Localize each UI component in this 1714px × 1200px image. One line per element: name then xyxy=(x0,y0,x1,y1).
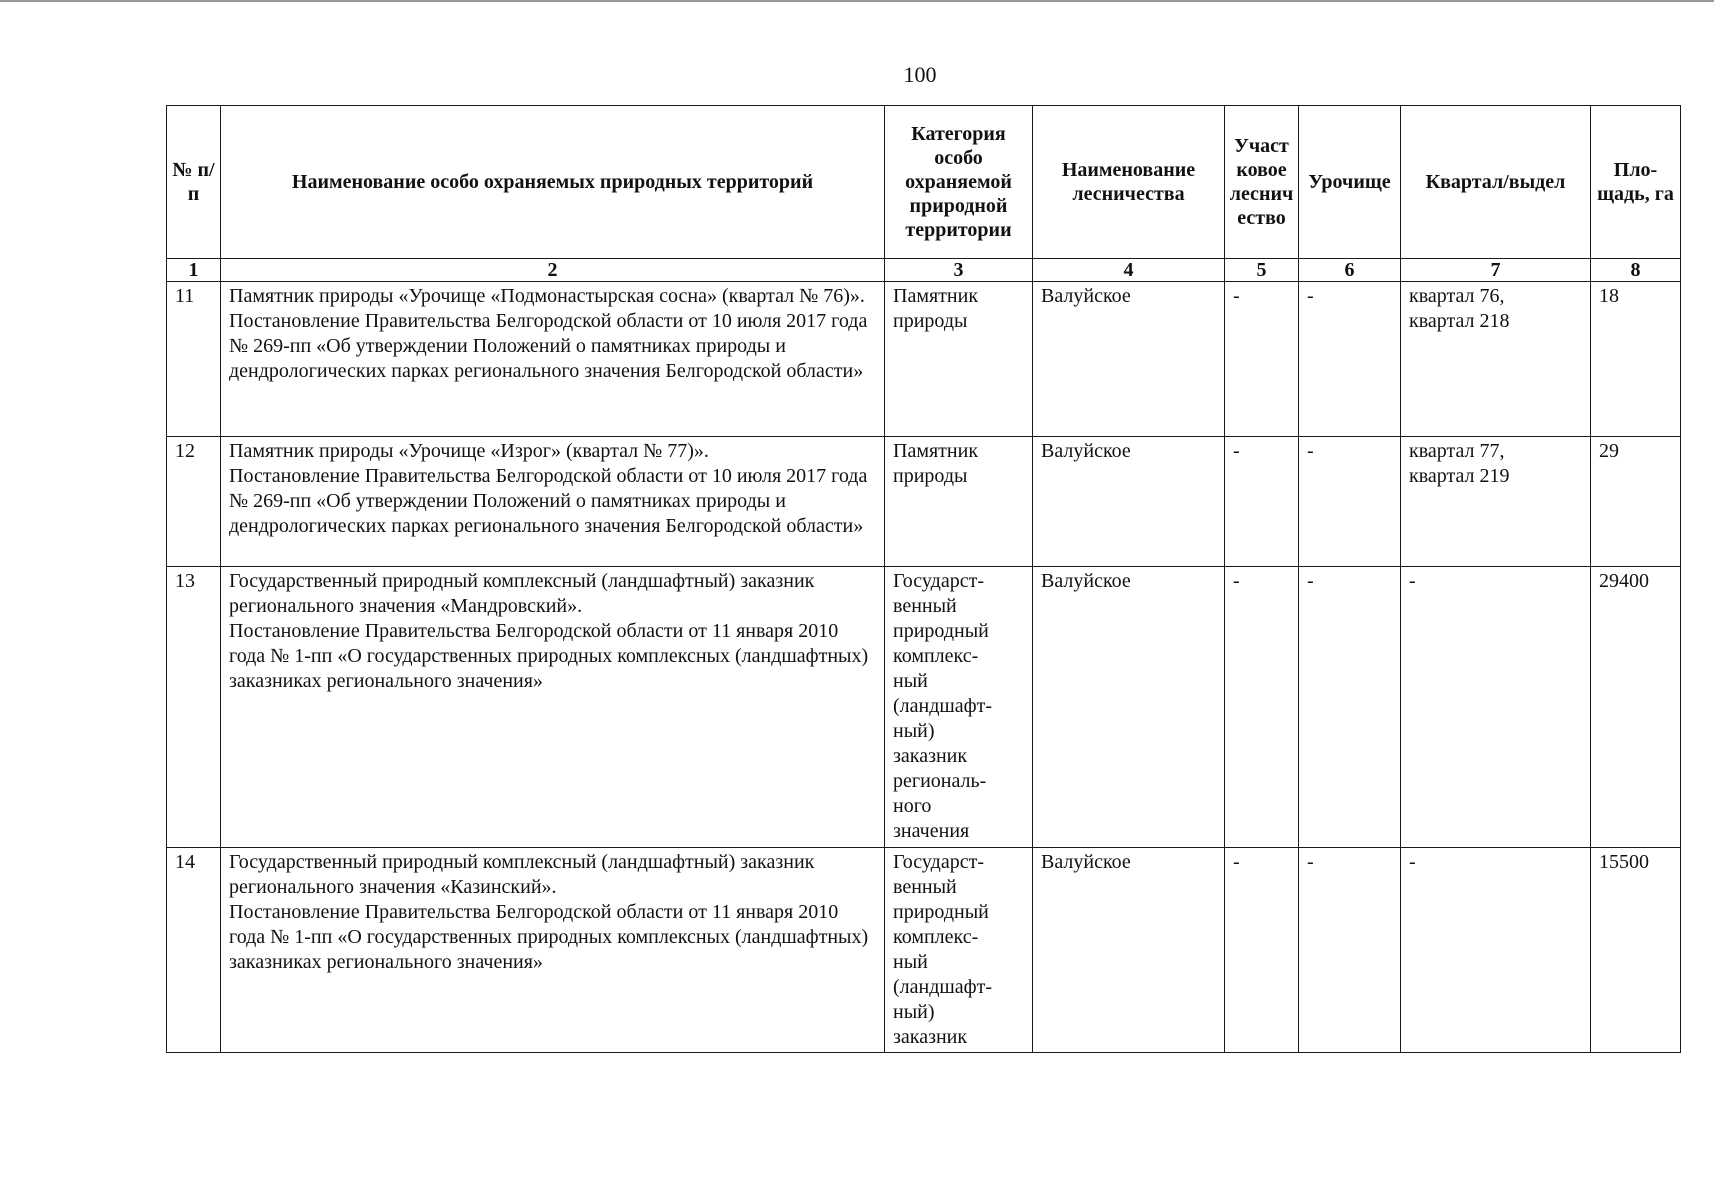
table-row xyxy=(167,282,1681,437)
column-number: 5 xyxy=(1225,259,1299,282)
area-size-cell: 29400 xyxy=(1591,567,1681,848)
quarter-cell: - xyxy=(1401,848,1591,1053)
area-name-cell: Памятник природы «Урочище «Подмонастырская сосна» (квартал № 76)». Постановление Правительства Белгородской области от 10 июля 2017 года № 269-пп «Об утверждении Положений о памятниках природы и дендрологических парках регионального значения Белгородской области» xyxy=(221,282,885,437)
forestry-cell: Валуйское xyxy=(1033,282,1225,437)
district-forestry-cell: - xyxy=(1225,437,1299,567)
category-cell: Государст- венный природный комплекс- ный (ландшафт- ный) заказник xyxy=(885,848,1033,1053)
tract-cell: - xyxy=(1299,282,1401,437)
area-name-cell: Памятник природы «Урочище «Изрог» (квартал № 77)». Постановление Правительства Белгородской области от 10 июля 2017 года № 269-пп «Об утверждении Положений о памятниках природы и дендрологических парках регионального значения Белгородской области» xyxy=(221,437,885,567)
column-number: 1 xyxy=(167,259,221,282)
tract-cell: - xyxy=(1299,437,1401,567)
header-district-forestry: Участковое лесничество xyxy=(1225,106,1299,259)
area-name-cell: Государственный природный комплексный (ландшафтный) заказник регионального значения «Мандровский». Постановление Правительства Белгородской области от 11 января 2010 года № 1-пп «О государственных природных комплексных (ландшафтных) заказниках регионального значения» xyxy=(221,567,885,848)
area-size-cell: 15500 xyxy=(1591,848,1681,1053)
district-forestry-cell: - xyxy=(1225,567,1299,848)
table-row xyxy=(167,437,1681,567)
header-forestry: Наименование лесничества xyxy=(1033,106,1225,259)
tract-cell: - xyxy=(1299,567,1401,848)
scan-top-edge xyxy=(0,0,1714,2)
header-quarter: Квартал/выдел xyxy=(1401,106,1591,259)
area-size-cell: 18 xyxy=(1591,282,1681,437)
forestry-cell: Валуйское xyxy=(1033,567,1225,848)
forestry-cell: Валуйское xyxy=(1033,437,1225,567)
quarter-cell: квартал 76, квартал 218 xyxy=(1401,282,1591,437)
area-size-cell: 29 xyxy=(1591,437,1681,567)
header-number: № п/п xyxy=(167,106,221,259)
table-row xyxy=(167,567,1681,848)
column-number-row xyxy=(167,259,1681,282)
quarter-cell: квартал 77, квартал 219 xyxy=(1401,437,1591,567)
column-number: 8 xyxy=(1591,259,1681,282)
category-cell: Памятник природы xyxy=(885,437,1033,567)
page-number: 100 xyxy=(903,62,937,87)
category-cell: Государст- венный природный комплекс- ный (ландшафт- ный) заказник региональ- ного значения xyxy=(885,567,1033,848)
column-number: 3 xyxy=(885,259,1033,282)
area-name-cell: Государственный природный комплексный (ландшафтный) заказник регионального значения «Казинский». Постановление Правительства Белгородской области от 11 января 2010 года № 1-пп «О государственных природных комплексных (ландшафтных) заказниках регионального значения» xyxy=(221,848,885,1053)
district-forestry-cell: - xyxy=(1225,282,1299,437)
table-header-row xyxy=(167,106,1681,259)
column-number: 7 xyxy=(1401,259,1591,282)
district-forestry-cell: - xyxy=(1225,848,1299,1053)
column-number: 6 xyxy=(1299,259,1401,282)
category-cell: Памятник природы xyxy=(885,282,1033,437)
header-area: Пло-щадь, га xyxy=(1591,106,1681,259)
header-tract: Урочище xyxy=(1299,106,1401,259)
header-name: Наименование особо охраняемых природных территорий xyxy=(221,106,885,259)
row-number-cell: 12 xyxy=(167,437,221,567)
protected-areas-table xyxy=(166,105,1681,1053)
column-number: 2 xyxy=(221,259,885,282)
quarter-cell: - xyxy=(1401,567,1591,848)
column-number: 4 xyxy=(1033,259,1225,282)
row-number-cell: 13 xyxy=(167,567,221,848)
row-number-cell: 11 xyxy=(167,282,221,437)
header-category: Категория особо охраняемой природной территории xyxy=(885,106,1033,259)
row-number-cell: 14 xyxy=(167,848,221,1053)
table-row xyxy=(167,848,1681,1053)
forestry-cell: Валуйское xyxy=(1033,848,1225,1053)
tract-cell: - xyxy=(1299,848,1401,1053)
